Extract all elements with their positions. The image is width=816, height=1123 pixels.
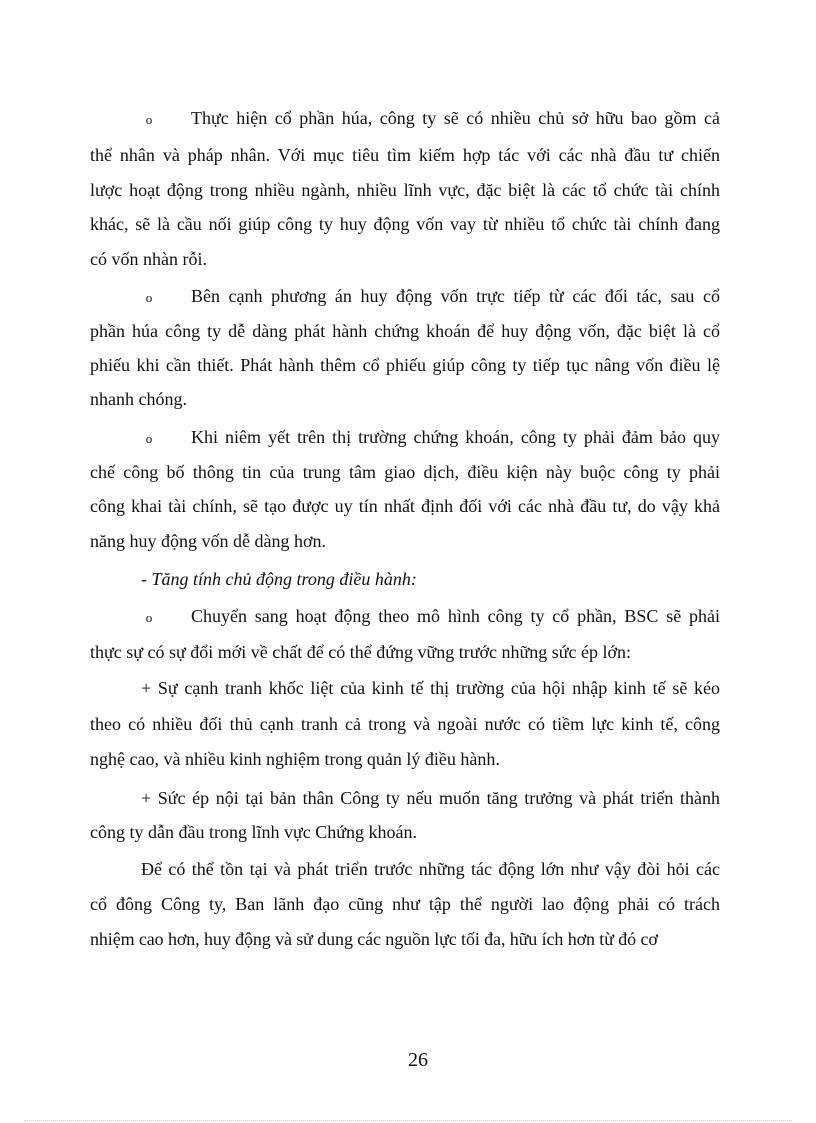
paragraph-2-line-4: nhanh chóng. <box>90 389 187 409</box>
paragraph-1-line-1: Thực hiện cổ phần húa, công ty sẽ có nhiều chủ sở hữu bao gồm cả <box>191 108 720 128</box>
page-number: 26 <box>408 1049 428 1071</box>
paragraph-1-line-4: khác, sẽ là cầu nối giúp công ty huy động vốn vay từ nhiều tổ chức tài chính đang <box>90 214 720 234</box>
paragraph-2-line-3: phiếu khi cần thiết. Phát hành thêm cổ phiếu giúp công ty tiếp tục nâng vốn điều lệ <box>90 355 720 375</box>
paragraph-7-line-1: + Sức ép nội tại bản thân Công ty nếu muốn tăng trưởng và phát triển thành <box>141 788 720 808</box>
paragraph-5-line-2: thực sự có sự đổi mới về chất để có thể đứng vững trước những sức ép lớn: <box>90 642 632 662</box>
bullet-icon: o <box>145 431 153 446</box>
paragraph-3-line-4: năng huy động vốn dễ dàng hơn. <box>90 531 326 551</box>
paragraph-2-line-2: phần húa công ty dễ dàng phát hành chứng khoán để huy động vốn, đặc biệt là cổ <box>90 321 720 341</box>
bullet-icon: o <box>145 112 153 127</box>
paragraph-3-line-1: Khi niêm yết trên thị trường chứng khoán, công ty phải đảm bảo quy <box>191 427 720 447</box>
paragraph-5-line-1: Chuyển sang hoạt động theo mô hình công ty cổ phần, BSC sẽ phải <box>191 606 720 626</box>
paragraph-3-line-2: chế công bố thông tin của trung tâm giao dịch, điều kiện này buộc công ty phải <box>90 462 720 482</box>
paragraph-8-line-2: cổ đông Công ty, Ban lãnh đạo cũng như tập thể người lao động phải có trách <box>90 894 720 914</box>
paragraph-6-line-2: theo có nhiều đối thủ cạnh tranh cả trong và ngoài nước có tiềm lực kinh tế, công <box>90 714 720 734</box>
paragraph-7-line-2: công ty dẫn đầu trong lĩnh vực Chứng khoán. <box>90 822 417 842</box>
paragraph-2-line-1: Bên cạnh phương án huy động vốn trực tiếp từ các đối tác, sau cổ <box>191 286 720 306</box>
paragraph-8-line-3: nhiệm cao hơn, huy động và sử dung các nguồn lực tối đa, hữu ích hơn từ đó cơ <box>90 929 658 949</box>
bullet-icon: o <box>145 290 153 305</box>
bullet-icon: o <box>145 610 153 625</box>
section-subheading: - Tăng tính chủ động trong điều hành: <box>141 569 417 589</box>
paragraph-1-line-3: lược hoạt động trong nhiều ngành, nhiều lĩnh vực, đặc biệt là các tổ chức tài chính <box>90 180 720 200</box>
page-bottom-divider <box>24 1120 792 1121</box>
paragraph-6-line-3: nghệ cao, và nhiều kinh nghiệm trong quản lý điều hành. <box>90 749 500 769</box>
paragraph-3-line-3: công khai tài chính, sẽ tạo được uy tín nhất định đối với các nhà đầu tư, do vậy khả <box>90 496 720 516</box>
paragraph-8-line-1: Để có thể tồn tại và phát triển trước những tác động lớn như vậy đòi hỏi các <box>141 859 720 879</box>
paragraph-1-line-5: có vốn nhàn rỗi. <box>90 249 207 269</box>
paragraph-6-line-1: + Sự cạnh tranh khốc liệt của kinh tế thị trường của hội nhập kinh tế sẽ kéo <box>141 678 720 698</box>
paragraph-1-line-2: thể nhân và pháp nhân. Với mục tiêu tìm kiếm hợp tác với các nhà đầu tư chiến <box>90 145 720 165</box>
